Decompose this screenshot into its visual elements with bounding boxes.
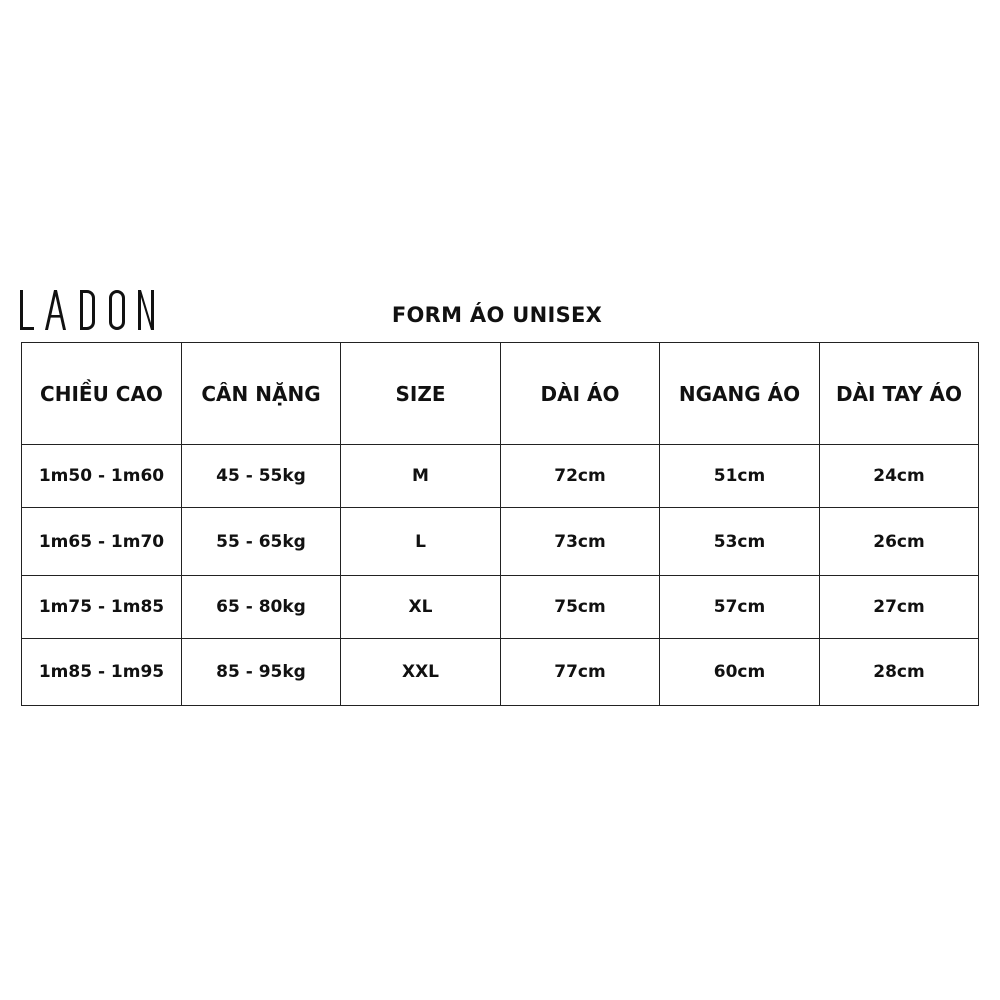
page-title: FORM ÁO UNISEX xyxy=(391,303,603,327)
header-size: SIZE xyxy=(341,343,501,445)
cell-size: XL xyxy=(341,576,501,639)
cell-shirt-width: 53cm xyxy=(660,508,820,576)
cell-shirt-width: 60cm xyxy=(660,639,820,706)
cell-size: XXL xyxy=(341,639,501,706)
cell-height: 1m50 - 1m60 xyxy=(22,445,182,508)
cell-shirt-length: 72cm xyxy=(501,445,660,508)
cell-size: M xyxy=(341,445,501,508)
cell-weight: 85 - 95kg xyxy=(182,639,341,706)
cell-size: L xyxy=(341,508,501,576)
cell-weight: 45 - 55kg xyxy=(182,445,341,508)
header-weight: CÂN NẶNG xyxy=(182,343,341,445)
cell-sleeve-length: 24cm xyxy=(820,445,979,508)
cell-shirt-width: 57cm xyxy=(660,576,820,639)
header-shirt-length: DÀI ÁO xyxy=(501,343,660,445)
cell-height: 1m75 - 1m85 xyxy=(22,576,182,639)
cell-sleeve-length: 28cm xyxy=(820,639,979,706)
table-row xyxy=(22,508,979,576)
cell-shirt-length: 73cm xyxy=(501,508,660,576)
header-height: CHIỀU CAO xyxy=(22,343,182,445)
cell-shirt-length: 75cm xyxy=(501,576,660,639)
size-chart-table xyxy=(21,342,979,706)
table-header-row xyxy=(22,343,979,445)
table-row xyxy=(22,576,979,639)
header-sleeve-length: DÀI TAY ÁO xyxy=(820,343,979,445)
cell-height: 1m85 - 1m95 xyxy=(22,639,182,706)
cell-shirt-length: 77cm xyxy=(501,639,660,706)
header-shirt-width: NGANG ÁO xyxy=(660,343,820,445)
cell-weight: 55 - 65kg xyxy=(182,508,341,576)
cell-sleeve-length: 27cm xyxy=(820,576,979,639)
cell-weight: 65 - 80kg xyxy=(182,576,341,639)
table-row xyxy=(22,639,979,706)
cell-height: 1m65 - 1m70 xyxy=(22,508,182,576)
cell-sleeve-length: 26cm xyxy=(820,508,979,576)
table-row xyxy=(22,445,979,508)
cell-shirt-width: 51cm xyxy=(660,445,820,508)
